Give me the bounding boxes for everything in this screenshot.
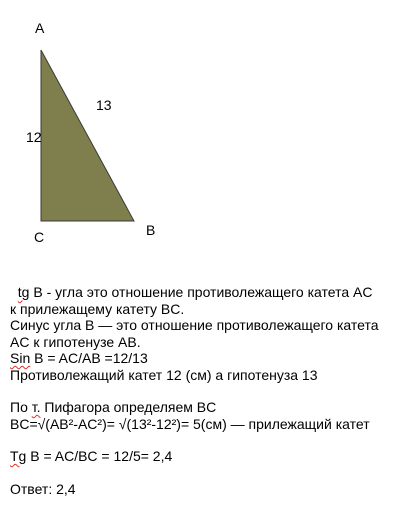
solution-line-2: к прилежащему катету BC. xyxy=(10,300,185,317)
tg-result-term: Tg xyxy=(10,448,27,464)
tg-term: tg xyxy=(17,284,30,300)
side-ab-label: 13 xyxy=(96,97,112,113)
tg-definition: B - угла это отношение противолежащего катета AC xyxy=(29,284,373,300)
tg-result-formula: B = AC/BC = 12/5= 2,4 xyxy=(26,448,173,464)
solution-line-4: AC к гипотенузе AB. xyxy=(10,333,141,350)
solution-line-7 xyxy=(10,399,406,416)
side-ac-label: 12 xyxy=(26,129,42,145)
solution-line-6: Противолежащий катет 12 (см) а гипотенуза 13 xyxy=(10,366,318,383)
solution-line-3: Синус угла B — это отношение противолежащего катета xyxy=(10,317,379,333)
pythagoras-rest: Пифагора определяем BC xyxy=(40,399,217,415)
theorem-abbrev: т. xyxy=(31,399,41,415)
pythagoras-prefix: По xyxy=(10,399,32,415)
solution-text xyxy=(10,284,406,497)
sin-formula: B = AC/AB =12/13 xyxy=(30,350,148,366)
vertex-c-label: C xyxy=(34,229,45,245)
solution-line-5 xyxy=(10,350,406,367)
vertex-a-label: A xyxy=(35,20,45,36)
vertex-b-label: B xyxy=(146,222,156,238)
sin-term: Sin xyxy=(10,350,31,366)
solution-line-1 xyxy=(10,284,406,301)
answer-line: Ответ: 2,4 xyxy=(10,480,76,497)
right-triangle xyxy=(41,50,134,221)
solution-line-9 xyxy=(10,448,406,465)
solution-line-8: BC=√(AB²-AC²)= √(13²-12²)= 5(см) — прилежащий катет xyxy=(10,415,370,432)
